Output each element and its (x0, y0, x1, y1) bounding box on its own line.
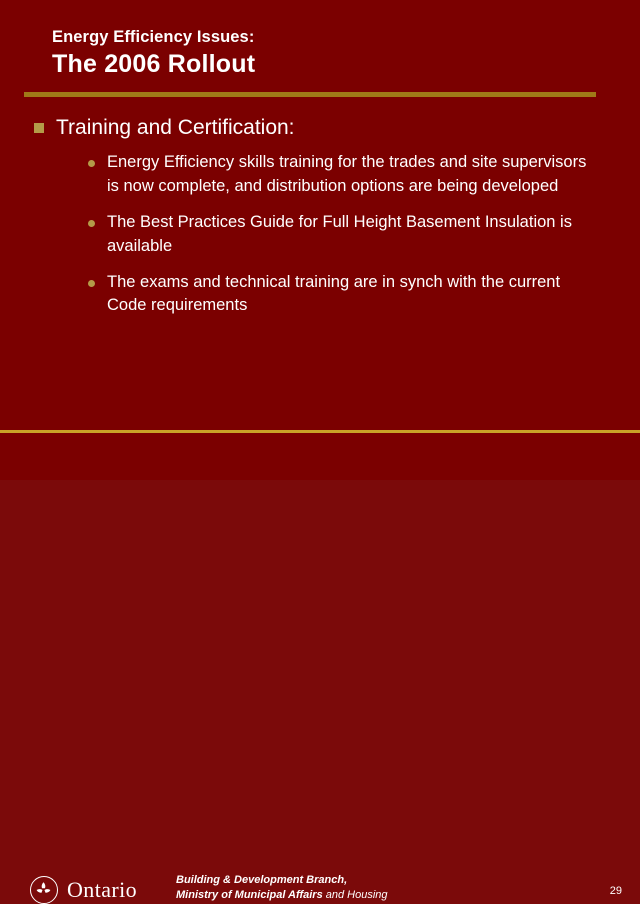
branch-credit (176, 873, 388, 903)
dot-bullet-icon (88, 280, 95, 287)
list-item (88, 211, 614, 258)
slide-footer (0, 433, 640, 902)
page-number: 29 (609, 885, 622, 897)
ontario-logo (30, 876, 137, 904)
list-item-label: The Best Practices Guide for Full Height Basement Insulation is available (107, 213, 572, 255)
bullet-level2-list (88, 151, 614, 318)
trillium-icon (30, 876, 58, 904)
slide-body (34, 108, 614, 331)
dot-bullet-icon (88, 220, 95, 227)
list-item (88, 151, 614, 198)
slide-title (52, 27, 612, 80)
branch-line-2-regular: and Housing (322, 888, 388, 901)
square-bullet-icon (34, 123, 44, 133)
ontario-wordmark: Ontario (67, 877, 138, 902)
title-divider (24, 92, 596, 97)
title-line-1: Energy Efficiency Issues: (52, 28, 255, 46)
list-item-label: Energy Efficiency skills training for the trades and site supervisors is now complete, and distribution options are being developed (107, 153, 587, 195)
dot-bullet-icon (88, 160, 95, 167)
list-item-label: The exams and technical training are in synch with the current Code requirements (107, 272, 561, 315)
bullet-level1-label: Training and Certification: (56, 116, 295, 139)
list-item (88, 271, 614, 318)
title-line-2: The 2006 Rollout (52, 49, 256, 78)
bullet-level1 (34, 114, 614, 141)
branch-line-1: Building & Development Branch, (176, 874, 348, 886)
branch-line-2-bold: Ministry of Municipal Affairs (176, 888, 323, 901)
